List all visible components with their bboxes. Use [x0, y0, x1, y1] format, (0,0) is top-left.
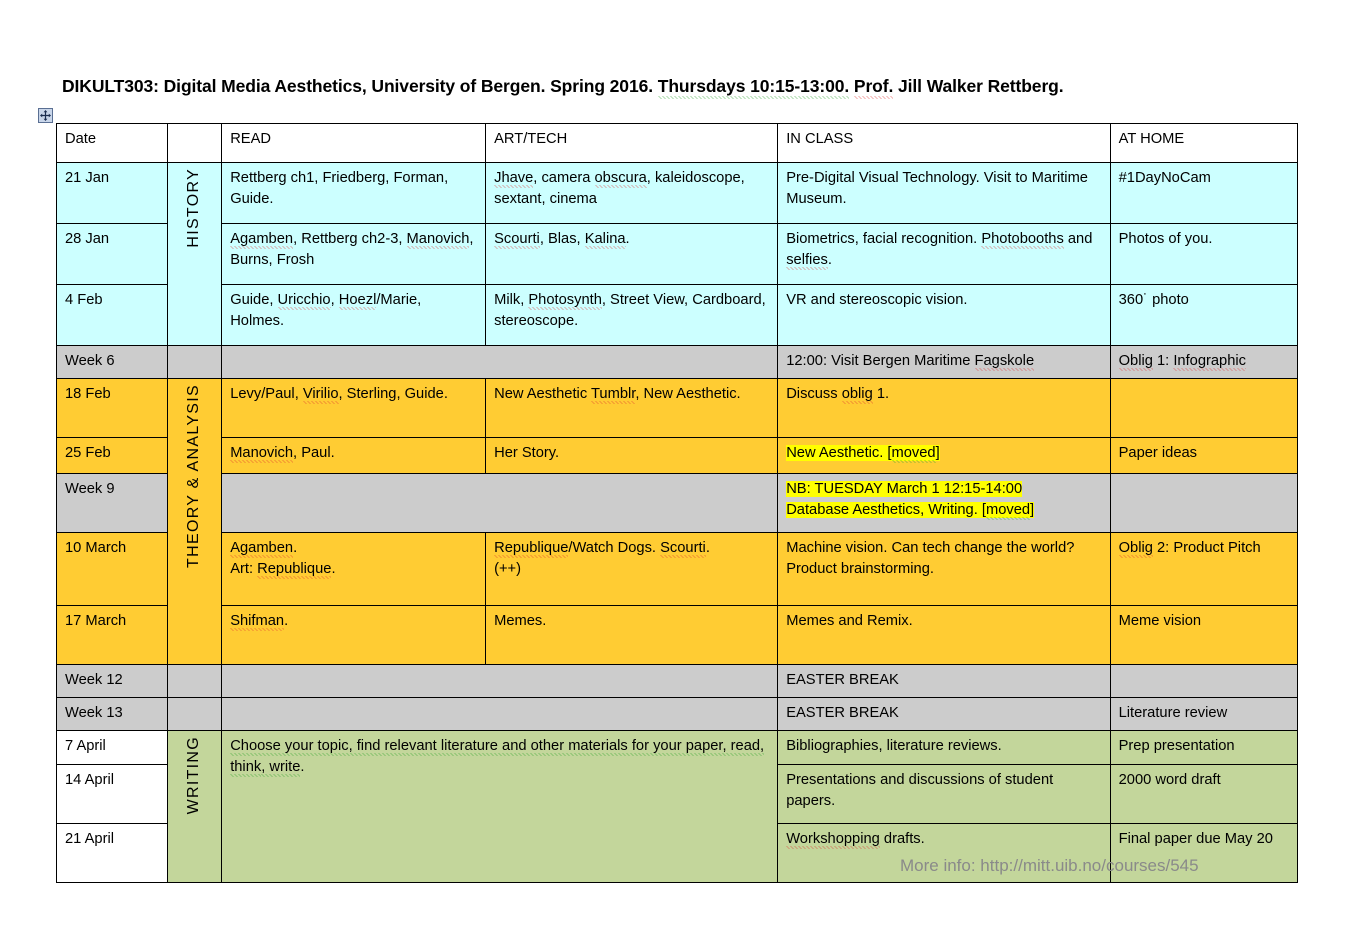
cell-athome: Meme vision — [1110, 606, 1297, 665]
category-label: WRITING — [185, 736, 203, 815]
athome-term: Oblig — [1118, 540, 1153, 556]
inclass-term: moved — [985, 501, 1031, 518]
cell-read — [222, 606, 486, 665]
highlight-text — [786, 445, 940, 461]
category-history — [167, 163, 221, 346]
art-text: , kaleidoscope, sextant, cinema — [494, 170, 745, 207]
read-text: , Rettberg ch2-3, — [293, 231, 407, 247]
read-term: Manovich — [230, 445, 294, 461]
art-text: Milk, — [494, 292, 529, 308]
inclass-text: ] — [1030, 501, 1035, 518]
cell-inclass: Pre-Digital Visual Technology. Visit to Maritime Museum. — [778, 163, 1110, 224]
cell-athome: Literature review — [1110, 698, 1297, 731]
cell-inclass — [778, 438, 1110, 474]
cell-athome: Photos of you. — [1110, 224, 1297, 285]
cell-writing-instructions — [222, 731, 778, 883]
cell-arttech — [486, 379, 778, 438]
cell-athome — [1110, 665, 1297, 698]
cell-athome: 360˙ photo — [1110, 285, 1297, 346]
title-part-5: Jill Walker Rettberg. — [893, 76, 1064, 96]
read-text: , — [330, 292, 339, 308]
art-text: . — [625, 231, 630, 247]
cell-category — [167, 346, 221, 379]
art-text: New Aesthetic — [494, 386, 591, 402]
cell-read — [222, 379, 486, 438]
art-text: , New Aesthetic. — [635, 386, 741, 402]
header-arttech: ART/TECH — [486, 124, 778, 163]
cell-inclass: EASTER BREAK — [778, 698, 1110, 731]
read-text: , Paul. — [293, 445, 335, 461]
cell-date: 4 Feb — [57, 285, 168, 346]
cell-arttech — [486, 224, 778, 285]
cell-athome — [1110, 533, 1297, 606]
title-part-2: Thursdays 10:15-13:00. — [658, 76, 849, 99]
table-row — [57, 698, 1298, 731]
cell-arttech: Her Story. — [486, 438, 778, 474]
inclass-term: Workshopping — [786, 831, 880, 847]
cell-athome: #1DayNoCam — [1110, 163, 1297, 224]
header-athome: AT HOME — [1110, 124, 1297, 163]
move-arrows-icon — [39, 109, 52, 122]
table-row — [57, 224, 1298, 285]
cell-athome: Prep presentation — [1110, 731, 1297, 765]
inclass-text: Biometrics, facial recognition. — [786, 231, 982, 247]
more-info-footer: More info: http://mitt.uib.no/courses/545 — [900, 856, 1199, 875]
read-text: . — [331, 560, 336, 577]
table-row — [57, 606, 1298, 665]
cell-inclass: Bibliographies, literature reviews. — [778, 731, 1110, 765]
cell-date: 17 March — [57, 606, 168, 665]
header-date: Date — [57, 124, 168, 163]
art-text: . — [705, 540, 710, 556]
cell-athome — [1110, 346, 1297, 379]
read-term: Shifman — [230, 613, 285, 629]
art-term: Tumblr — [590, 386, 636, 402]
table-header-row — [57, 124, 1298, 163]
instructions-term: write — [269, 758, 301, 775]
title-part-4: Prof. — [854, 76, 893, 99]
art-term: Photosynth — [528, 292, 602, 308]
instructions-text: . — [300, 758, 305, 775]
table-row — [57, 533, 1298, 606]
course-schedule-table — [56, 123, 1298, 883]
cell-date: 14 April — [57, 765, 168, 824]
header-inclass: IN CLASS — [778, 124, 1110, 163]
art-term: Republique — [494, 540, 569, 556]
category-label: THEORY & ANALYSIS — [185, 384, 203, 568]
athome-term: Infographic — [1173, 353, 1246, 369]
art-text: , Street View, Cardboard, stereoscope. — [494, 292, 766, 329]
page-title — [62, 76, 1064, 97]
art-term: obscura — [594, 170, 647, 186]
inclass-text: drafts. — [879, 831, 925, 847]
cell-athome: Final paper due May 20 — [1110, 824, 1297, 883]
cell-date: 10 March — [57, 533, 168, 606]
inclass-term: Fagskole — [974, 353, 1035, 369]
cell-date: 25 Feb — [57, 438, 168, 474]
cell-category — [167, 698, 221, 731]
header-read: READ — [222, 124, 486, 163]
read-text: , Sterling, Guide. — [338, 386, 448, 402]
category-theory-analysis — [167, 379, 221, 665]
inclass-term: Photobooths — [981, 231, 1064, 247]
read-term: Republique — [257, 560, 332, 577]
cell-inclass: EASTER BREAK — [778, 665, 1110, 698]
table-row — [57, 285, 1298, 346]
cell-read — [222, 224, 486, 285]
cell-read — [222, 285, 486, 346]
cell-date: 18 Feb — [57, 379, 168, 438]
cell-arttech: Memes. — [486, 606, 778, 665]
art-term: Scourti — [494, 231, 540, 247]
instructions-text: Choose your topic, find relevant literature and other materials for your paper, read, — [230, 738, 765, 754]
inclass-text: ] — [935, 445, 940, 461]
read-text: Art: — [230, 560, 258, 577]
cell-arttech — [486, 533, 778, 606]
art-text: , camera — [533, 170, 595, 186]
cell-date: 28 Jan — [57, 224, 168, 285]
cell-athome: 2000 word draft — [1110, 765, 1297, 824]
cell-read-arttech-merged — [222, 665, 778, 698]
art-term: Jhave — [494, 170, 534, 186]
category-label: HISTORY — [185, 168, 203, 248]
cell-read: Rettberg ch1, Friedberg, Forman, Guide. — [222, 163, 486, 224]
table-row — [57, 474, 1298, 533]
athome-text: 2: Product Pitch — [1152, 540, 1261, 556]
table-row — [57, 665, 1298, 698]
cell-athome: Paper ideas — [1110, 438, 1297, 474]
read-term: Manovich — [406, 231, 470, 247]
cell-read-arttech-merged — [222, 474, 778, 533]
cell-inclass: VR and stereoscopic vision. — [778, 285, 1110, 346]
read-text: . — [293, 540, 298, 556]
inclass-text: Database Aesthetics, Writing. [ — [786, 501, 986, 518]
category-writing — [167, 731, 221, 883]
cell-date: 21 Jan — [57, 163, 168, 224]
inclass-text: Discuss — [786, 386, 842, 402]
athome-term: Oblig — [1118, 353, 1153, 369]
inclass-text: 1. — [872, 386, 890, 402]
cell-date: 7 April — [57, 731, 168, 765]
highlight-text: NB: TUESDAY March 1 12:15-14:00 — [786, 481, 1023, 497]
cell-read — [222, 533, 486, 606]
inclass-text: . — [827, 251, 832, 268]
cell-arttech — [486, 285, 778, 346]
table-row — [57, 379, 1298, 438]
read-text: Levy/Paul, — [230, 386, 303, 402]
cell-date: Week 13 — [57, 698, 168, 731]
instructions-term: think — [230, 758, 262, 775]
cell-inclass: Presentations and discussions of student papers. — [778, 765, 1110, 824]
read-term: Agamben — [230, 231, 294, 247]
art-text: (++) — [494, 560, 522, 577]
cell-inclass — [778, 224, 1110, 285]
read-term: Virilio — [302, 386, 339, 402]
cell-date: Week 6 — [57, 346, 168, 379]
cell-read — [222, 438, 486, 474]
table-row — [57, 163, 1298, 224]
inclass-term: selfies — [786, 251, 828, 268]
cell-category — [167, 665, 221, 698]
cell-athome — [1110, 379, 1297, 438]
cell-athome — [1110, 474, 1297, 533]
inclass-text: 12:00: Visit Bergen Maritime — [786, 353, 975, 369]
cell-inclass — [778, 346, 1110, 379]
cell-inclass: Memes and Remix. — [778, 606, 1110, 665]
read-term: Agamben — [230, 540, 294, 556]
cell-date: Week 9 — [57, 474, 168, 533]
art-term: Scourti — [660, 540, 706, 556]
cell-inclass — [778, 474, 1110, 533]
art-text: /Watch Dogs. — [568, 540, 661, 556]
inclass-text: and — [1063, 231, 1093, 247]
read-text: /Marie, Holmes. — [230, 292, 422, 329]
table-row — [57, 438, 1298, 474]
cell-read-arttech-merged — [222, 346, 778, 379]
inclass-text: New Aesthetic. [ — [786, 445, 892, 461]
table-move-handle-icon[interactable] — [38, 108, 53, 123]
table-row — [57, 731, 1298, 765]
read-text: , Burns, Frosh — [230, 231, 474, 268]
cell-date: 21 April — [57, 824, 168, 883]
highlight-text — [786, 502, 1034, 518]
cell-arttech — [486, 163, 778, 224]
inclass-term: oblig — [841, 386, 873, 402]
cell-date: Week 12 — [57, 665, 168, 698]
athome-text: 1: — [1152, 353, 1174, 369]
art-text: , Blas, — [539, 231, 585, 247]
read-term: Hoezl — [338, 292, 377, 308]
read-text: Guide, — [230, 292, 278, 308]
art-term: Kalina — [584, 231, 626, 247]
read-term: Uricchio — [277, 292, 331, 308]
instructions-text: , — [261, 758, 270, 775]
read-text: . — [284, 613, 289, 629]
cell-inclass — [778, 379, 1110, 438]
cell-inclass: Machine vision. Can tech change the world? Product brainstorming. — [778, 533, 1110, 606]
header-category — [167, 124, 221, 163]
inclass-term: moved — [891, 445, 936, 461]
title-part-1: DIKULT303: Digital Media Aesthetics, University of Bergen. Spring 2016. — [62, 76, 658, 96]
table-row — [57, 346, 1298, 379]
cell-read-arttech-merged — [222, 698, 778, 731]
